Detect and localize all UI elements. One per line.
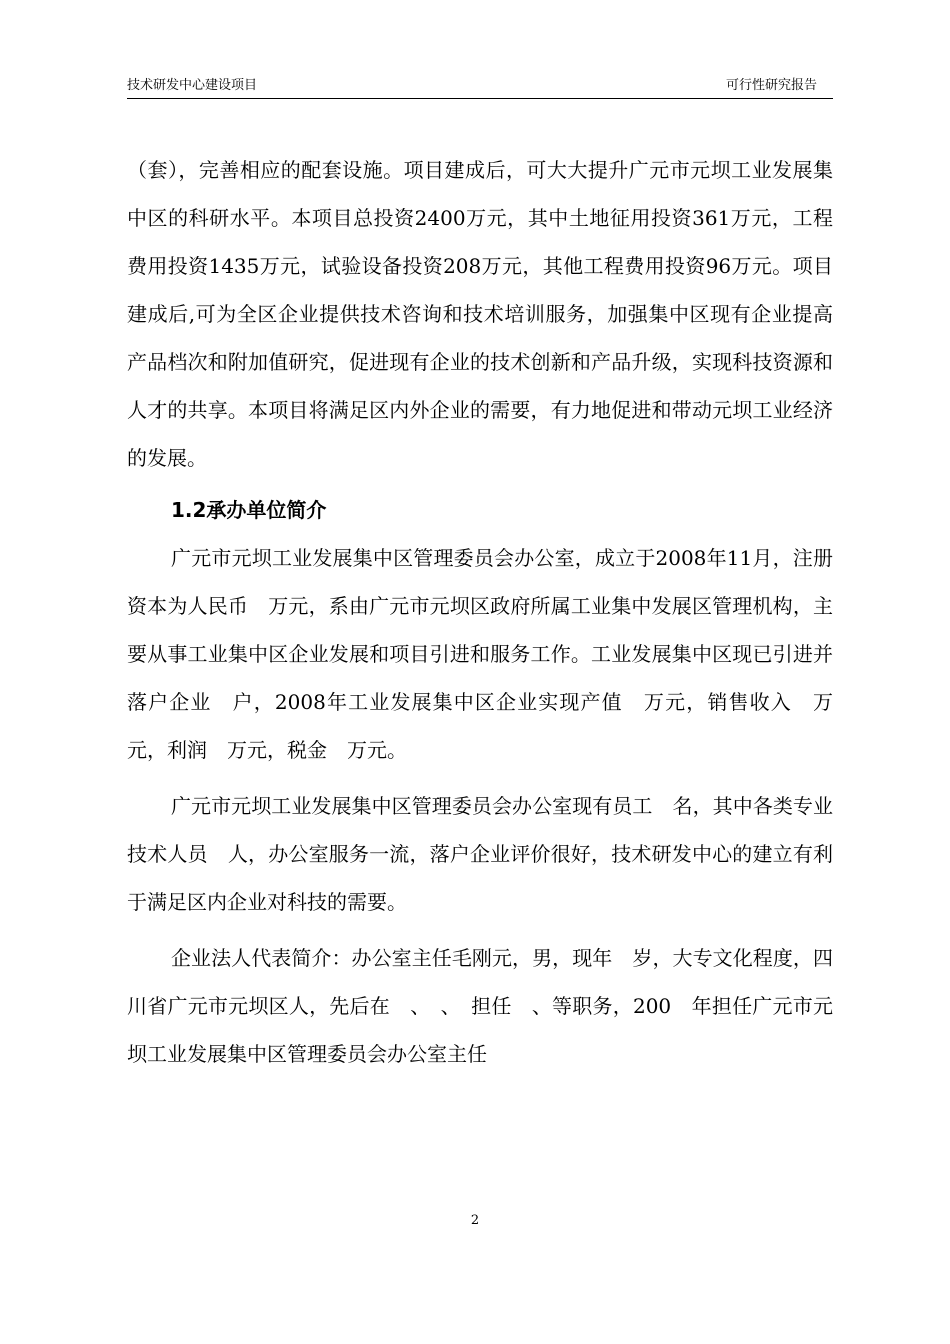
paragraph-project-summary: （套），完善相应的配套设施。项目建成后，可大大提升广元市元坝工业发展集中区的科研水平。本项目总投资2400万元，其中土地征用投资361万元，工程费用投资1435万元，试验设备投资208万元，其他工程费用投资96万元。项目建成后,可为全区企业提供技术咨询和技术培训服务，加强集中区现有企业提高产品档次和附加值研究，促进现有企业的技术创新和产品升级，实现科技资源和人才的共享。本项目将满足区内外企业的需要，有力地促进和带动元坝工业经济的发展。 xyxy=(127,158,833,470)
header-report-type: 可行性研究报告 xyxy=(725,78,817,93)
header-project-title: 技术研发中心建设项目 xyxy=(127,78,258,93)
paragraph-staff: 广元市元坝工业发展集中区管理委员会办公室现有员工 名，其中各类专业技术人员 人，办公室服务一流，落户企业评价很好，技术研发中心的建立有利于满足区内企业对科技的需要。 xyxy=(127,794,833,914)
body-text xyxy=(127,146,833,1078)
paragraph-unit-intro: 广元市元坝工业发展集中区管理委员会办公室，成立于2008年11月，注册资本为人民币 万元，系由广元市元坝区政府所属工业集中发展区管理机构，主要从事工业集中区企业发展和项目引进和服务工作。工业发展集中区现已引进并落户企业 户，2008年工业发展集中区企业实现产值 万元，销售收入 万元，利润 万元，税金 万元。 xyxy=(127,546,833,762)
page-number: 2 xyxy=(470,1213,480,1228)
paragraph-legal-representative: 企业法人代表简介：办公室主任毛刚元，男，现年 岁，大专文化程度，四川省广元市元坝区人，先后在 、 、 担任 、等职务，200 年担任广元市元坝工业发展集中区管理委员会办公室主任 xyxy=(127,946,833,1066)
section-heading-unit-intro: 1.2承办单位简介 xyxy=(171,498,327,522)
page-header xyxy=(127,74,833,99)
